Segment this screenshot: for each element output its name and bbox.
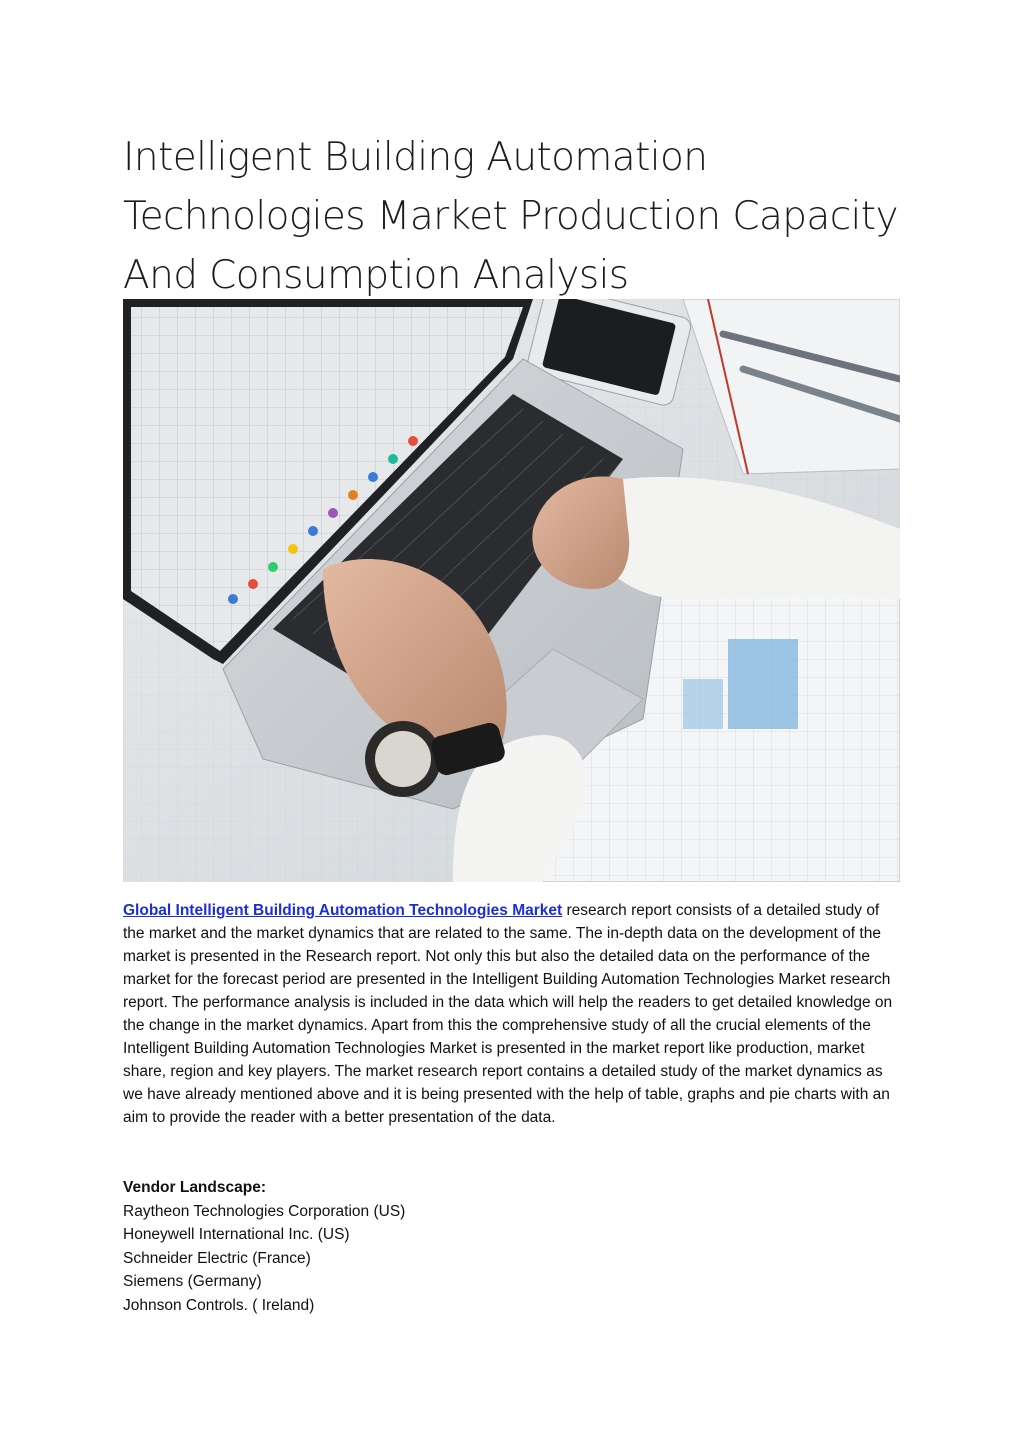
market-report-link[interactable]: Global Intelligent Building Automation Technologies Market <box>123 902 563 919</box>
vendor-landscape-section <box>123 1176 723 1317</box>
title-line-2: Technologies Market Production Capacity <box>123 194 898 239</box>
page-title <box>123 128 923 305</box>
title-line-1: Intelligent Building Automation <box>123 135 708 180</box>
vendor-item: Raytheon Technologies Corporation (US) <box>123 1202 406 1220</box>
article-body <box>123 899 903 1129</box>
intro-paragraph <box>123 899 903 1129</box>
title-line-3: And Consumption Analysis <box>123 253 629 298</box>
hero-photo-laptop-blueprints <box>123 299 900 882</box>
vendor-landscape-heading: Vendor Landscape: <box>123 1179 266 1196</box>
intro-paragraph-text: research report consists of a detailed study of the market and the market dynamics that are related to the same. The in-depth data on the development of the market is presented in the Research report. Not only this but also the detailed data on the performance of the market for the forecast period are presented in the Intelligent Building Automation Technologies Market research report. The performance analysis is included in the data which will help the readers to get detailed knowledge on the change in the market dynamics. Apart from this the comprehensive study of all the crucial elements of the Intelligent Building Automation Technologies Market is presented in the market report like production, market share, region and key players. The market research report contains a detailed study of the market dynamics as we have already mentioned above and it is being presented with the help of table, graphs and pie charts with an aim to provide the reader with a better presentation of the data. <box>123 902 893 1126</box>
vendor-item: Siemens (Germany) <box>123 1273 262 1290</box>
hero-photo-illustration <box>123 299 900 882</box>
vendor-list <box>123 1200 723 1318</box>
vendor-item: Schneider Electric (France) <box>123 1249 311 1267</box>
vendor-item: Johnson Controls. ( Ireland) <box>123 1296 315 1314</box>
vendor-item: Honeywell International Inc. (US) <box>123 1226 350 1243</box>
